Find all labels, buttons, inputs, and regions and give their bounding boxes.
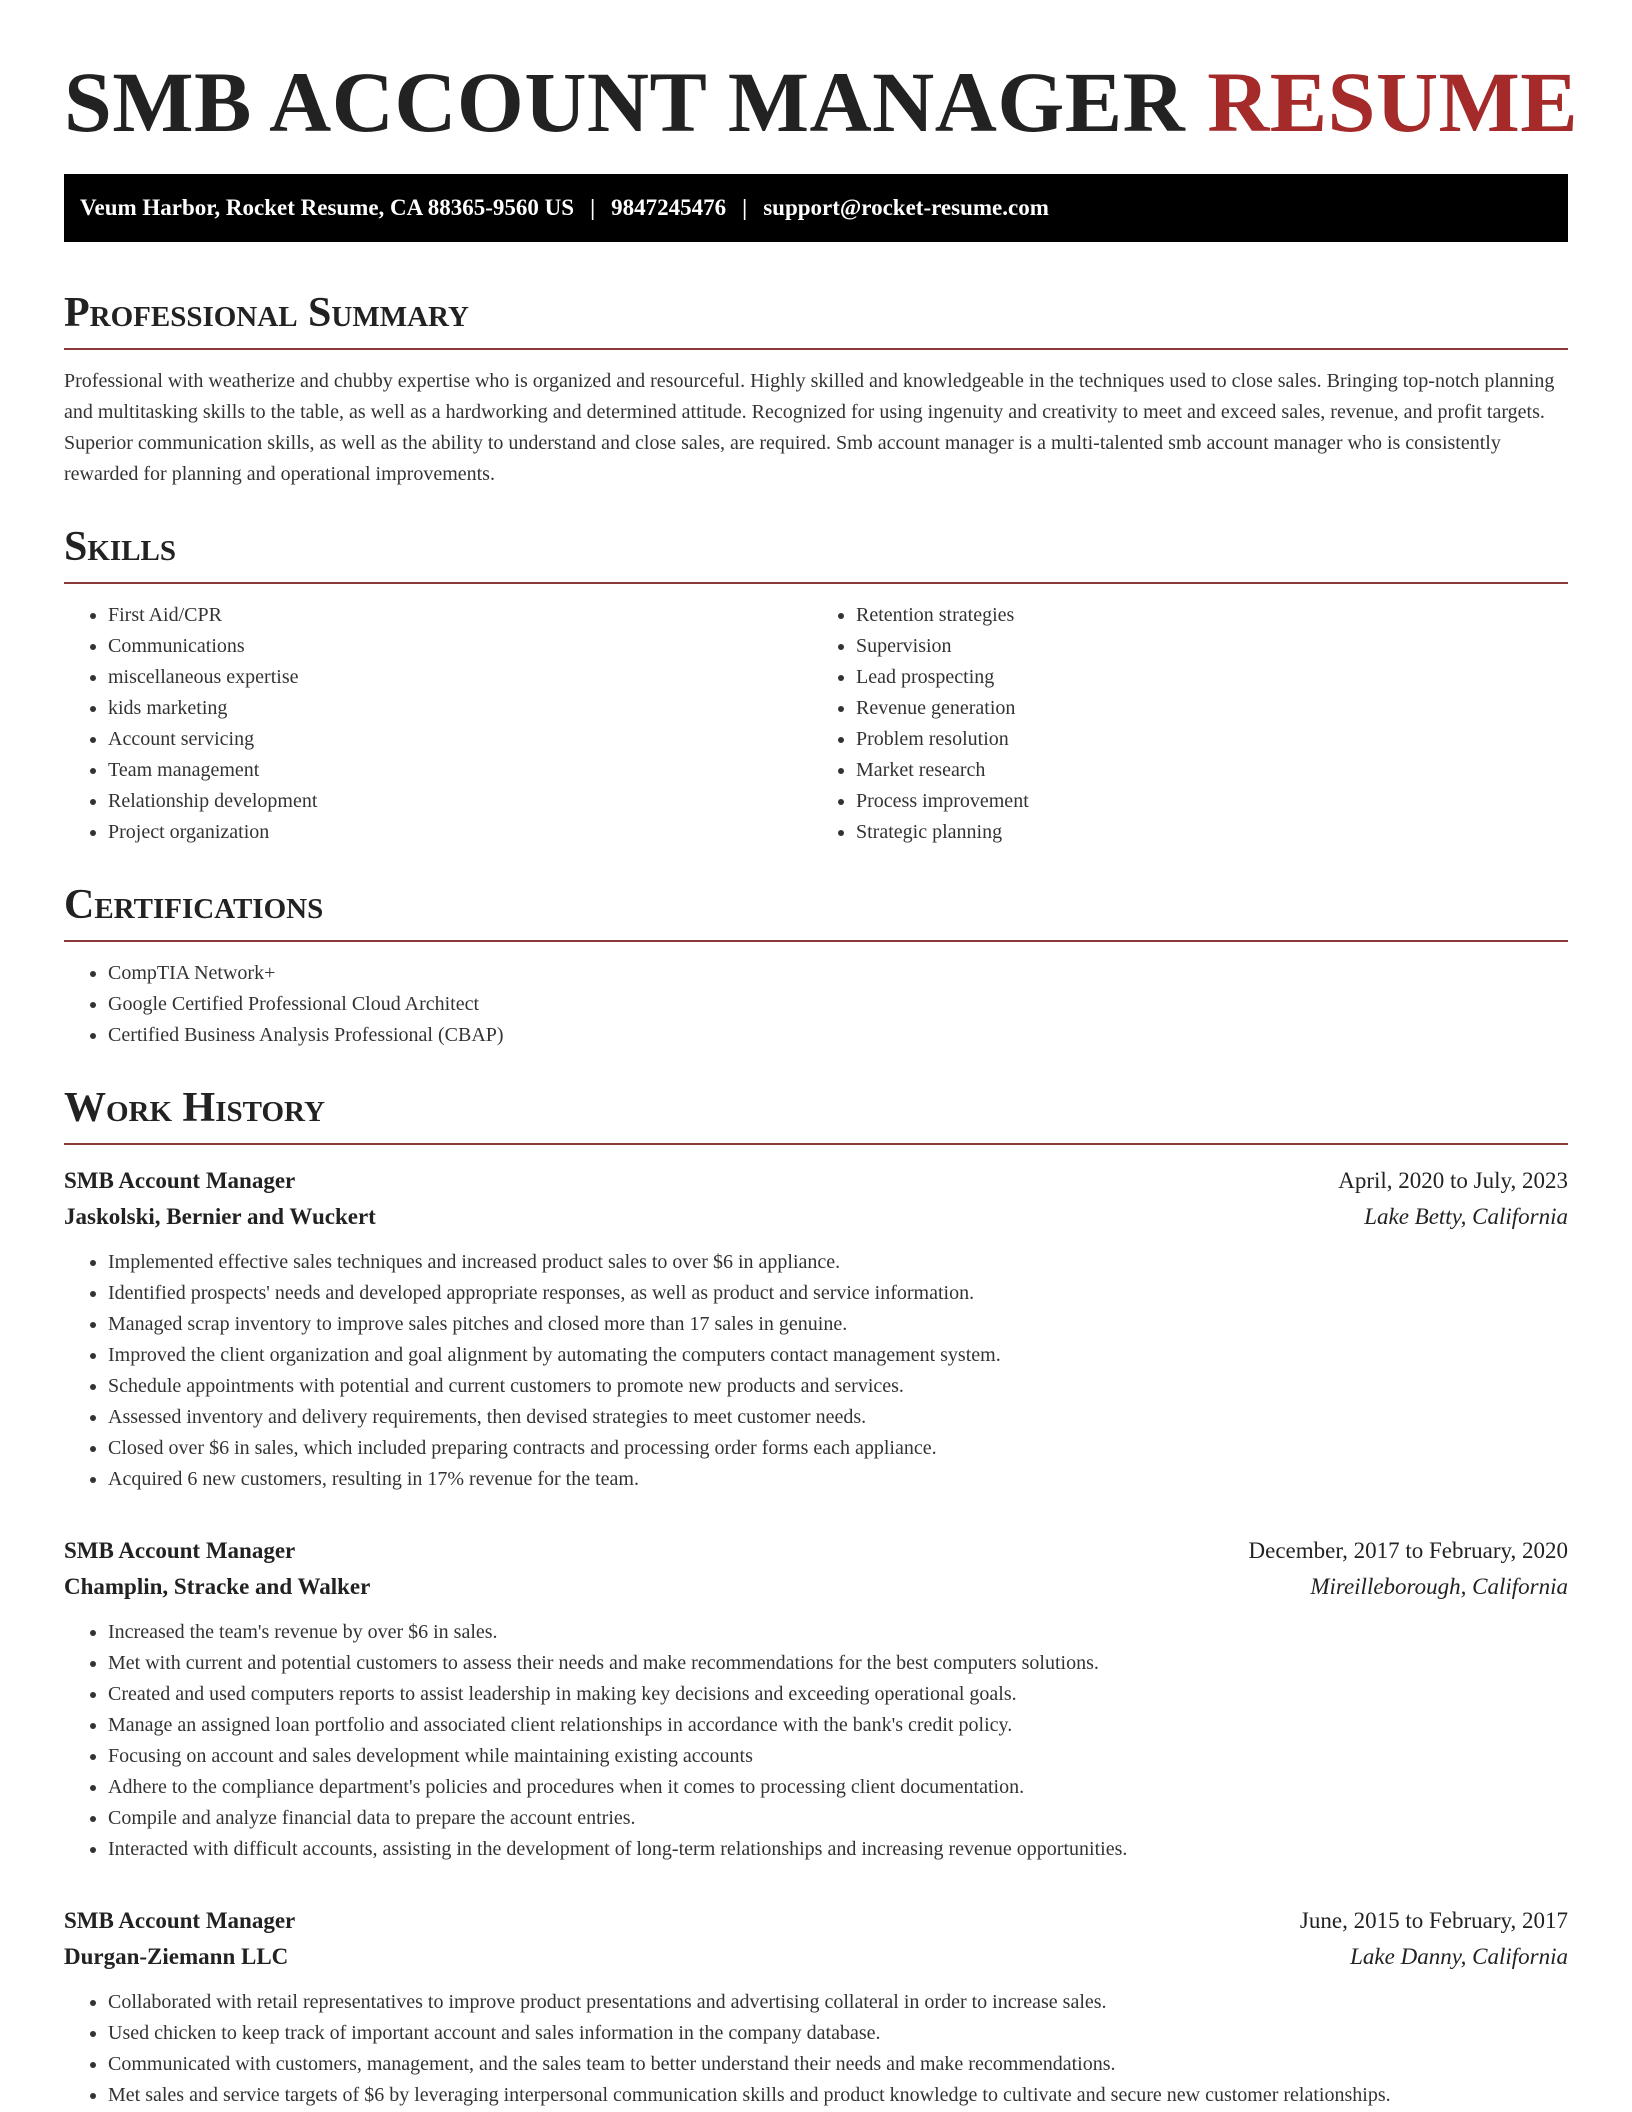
skill-item: • Market research <box>856 755 1568 786</box>
skills-list-right <box>816 600 1568 848</box>
skill-item: • First Aid/CPR <box>108 600 816 631</box>
certifications-list <box>64 958 1568 1051</box>
skill-item: • Strategic planning <box>856 817 1568 848</box>
job-bullets <box>64 1247 1568 1495</box>
job-title: SMB Account Manager <box>64 1168 296 1193</box>
job-bullet: • Improved the client organization and goal alignment by automating the computers contact management system. <box>108 1340 1568 1371</box>
work-history-heading: Work History <box>64 1083 1568 1145</box>
skill-item: • Relationship development <box>108 786 816 817</box>
summary-heading: Professional Summary <box>64 288 1568 350</box>
contact-bar <box>64 174 1568 242</box>
job-location: Mireilleborough, California <box>1310 1574 1568 1599</box>
job-bullet: • Adhere to the compliance department's policies and procedures when it comes to processing client documentation. <box>108 1772 1568 1803</box>
skill-item: • Process improvement <box>856 786 1568 817</box>
skill-item: • Project organization <box>108 817 816 848</box>
job-bullet: • Schedule appointments with potential and current customers to promote new products and services. <box>108 1371 1568 1402</box>
job-row-company <box>64 1199 1568 1235</box>
skill-item: • miscellaneous expertise <box>108 662 816 693</box>
certifications-heading: Certifications <box>64 880 1568 942</box>
job-bullet: • Collaborated with retail representatives to improve product presentations and advertising collateral in order to increase sales. <box>108 1987 1568 2018</box>
job-bullet: • Acquired 6 new customers, resulting in 17% revenue for the team. <box>108 1464 1568 1495</box>
skills-grid <box>64 584 1568 848</box>
job-title: SMB Account Manager <box>64 1538 296 1563</box>
job-bullet: • Closed over $6 in sales, which included preparing contracts and processing order forms each appliance. <box>108 1433 1568 1464</box>
job-title: SMB Account Manager <box>64 1908 296 1933</box>
job-dates: June, 2015 to February, 2017 <box>1299 1908 1568 1933</box>
job-bullet: • Compile and analyze financial data to prepare the account entries. <box>108 1803 1568 1834</box>
job-bullet: • Implemented effective sales techniques and increased product sales to over $6 in appliance. <box>108 1247 1568 1278</box>
job-bullets <box>64 1987 1568 2111</box>
job-bullet: • Focusing on account and sales development while maintaining existing accounts <box>108 1741 1568 1772</box>
job-row-title <box>64 1163 1568 1199</box>
skill-item: • Supervision <box>856 631 1568 662</box>
job-bullet: • Interacted with difficult accounts, assisting in the development of long-term relationships and increasing revenue opportunities. <box>108 1834 1568 1865</box>
skill-item: • Revenue generation <box>856 693 1568 724</box>
skill-item: • kids marketing <box>108 693 816 724</box>
job-entry <box>64 1903 1568 2111</box>
contact-separator: | <box>742 195 748 220</box>
skills-heading: Skills <box>64 522 1568 584</box>
job-bullet: • Manage an assigned loan portfolio and associated client relationships in accordance with the bank's credit policy. <box>108 1710 1568 1741</box>
certification-item: • Google Certified Professional Cloud Architect <box>108 989 1568 1020</box>
certification-item: • CompTIA Network+ <box>108 958 1568 989</box>
certification-item: • Certified Business Analysis Professional (CBAP) <box>108 1020 1568 1051</box>
contact-address: Veum Harbor, Rocket Resume, CA 88365-9560 US <box>80 195 575 220</box>
contact-phone: 9847245476 <box>611 195 727 220</box>
job-entry <box>64 1533 1568 1865</box>
job-bullet: • Used chicken to keep track of important account and sales information in the company database. <box>108 2018 1568 2049</box>
skill-item: • Lead prospecting <box>856 662 1568 693</box>
job-bullet: • Met sales and service targets of $6 by leveraging interpersonal communication skills and product knowledge to cultivate and secure new customer relationships. <box>108 2080 1568 2111</box>
job-row-title <box>64 1903 1568 1939</box>
skills-list-left <box>64 600 816 848</box>
resume-title <box>64 54 1579 150</box>
resume-title-accent: RESUME <box>1207 54 1579 150</box>
job-entry <box>64 1163 1568 1495</box>
job-row-company <box>64 1569 1568 1605</box>
job-company: Jaskolski, Bernier and Wuckert <box>64 1204 376 1229</box>
skill-item: • Communications <box>108 631 816 662</box>
resume-title-main: SMB ACCOUNT MANAGER <box>64 54 1186 150</box>
contact-email: support@rocket-resume.com <box>763 195 1049 220</box>
job-bullet: • Increased the team's revenue by over $6 in sales. <box>108 1617 1568 1648</box>
summary-text: Professional with weatherize and chubby expertise who is organized and resourceful. Highly skilled and knowledgeable in the techniques used to close sales. Bringing top-notch planning and multitasking skills to the table, as well as a hardworking and determined attitude. Recognized for using ingenuity and creativity to meet and exceed sales, revenue, and profit targets. Superior communication skills, as well as the ability to understand and close sales, are required. Smb account manager is a multi-talented smb account manager who is consistently rewarded for planning and operational improvements. <box>64 370 1555 485</box>
skill-item: • Account servicing <box>108 724 816 755</box>
job-bullet: • Met with current and potential customers to assess their needs and make recommendations for the best computers solutions. <box>108 1648 1568 1679</box>
job-company: Champlin, Stracke and Walker <box>64 1574 371 1599</box>
skill-item: • Problem resolution <box>856 724 1568 755</box>
job-bullet: • Created and used computers reports to assist leadership in making key decisions and exceeding operational goals. <box>108 1679 1568 1710</box>
job-bullet: • Communicated with customers, management, and the sales team to better understand their needs and make recommendations. <box>108 2049 1568 2080</box>
job-row-title <box>64 1533 1568 1569</box>
job-bullet: • Identified prospects' needs and developed appropriate responses, as well as product and service information. <box>108 1278 1568 1309</box>
work-history-list <box>64 1163 1568 2111</box>
job-bullets <box>64 1617 1568 1865</box>
job-bullet: • Managed scrap inventory to improve sales pitches and closed more than 17 sales in genuine. <box>108 1309 1568 1340</box>
job-bullet: • Assessed inventory and delivery requirements, then devised strategies to meet customer needs. <box>108 1402 1568 1433</box>
job-dates: April, 2020 to July, 2023 <box>1338 1168 1568 1193</box>
skill-item: • Retention strategies <box>856 600 1568 631</box>
contact-separator: | <box>590 195 596 220</box>
job-row-company <box>64 1939 1568 1975</box>
skill-item: • Team management <box>108 755 816 786</box>
job-location: Lake Betty, California <box>1364 1204 1568 1229</box>
job-location: Lake Danny, California <box>1350 1944 1568 1969</box>
job-dates: December, 2017 to February, 2020 <box>1248 1538 1568 1563</box>
job-company: Durgan-Ziemann LLC <box>64 1944 289 1969</box>
